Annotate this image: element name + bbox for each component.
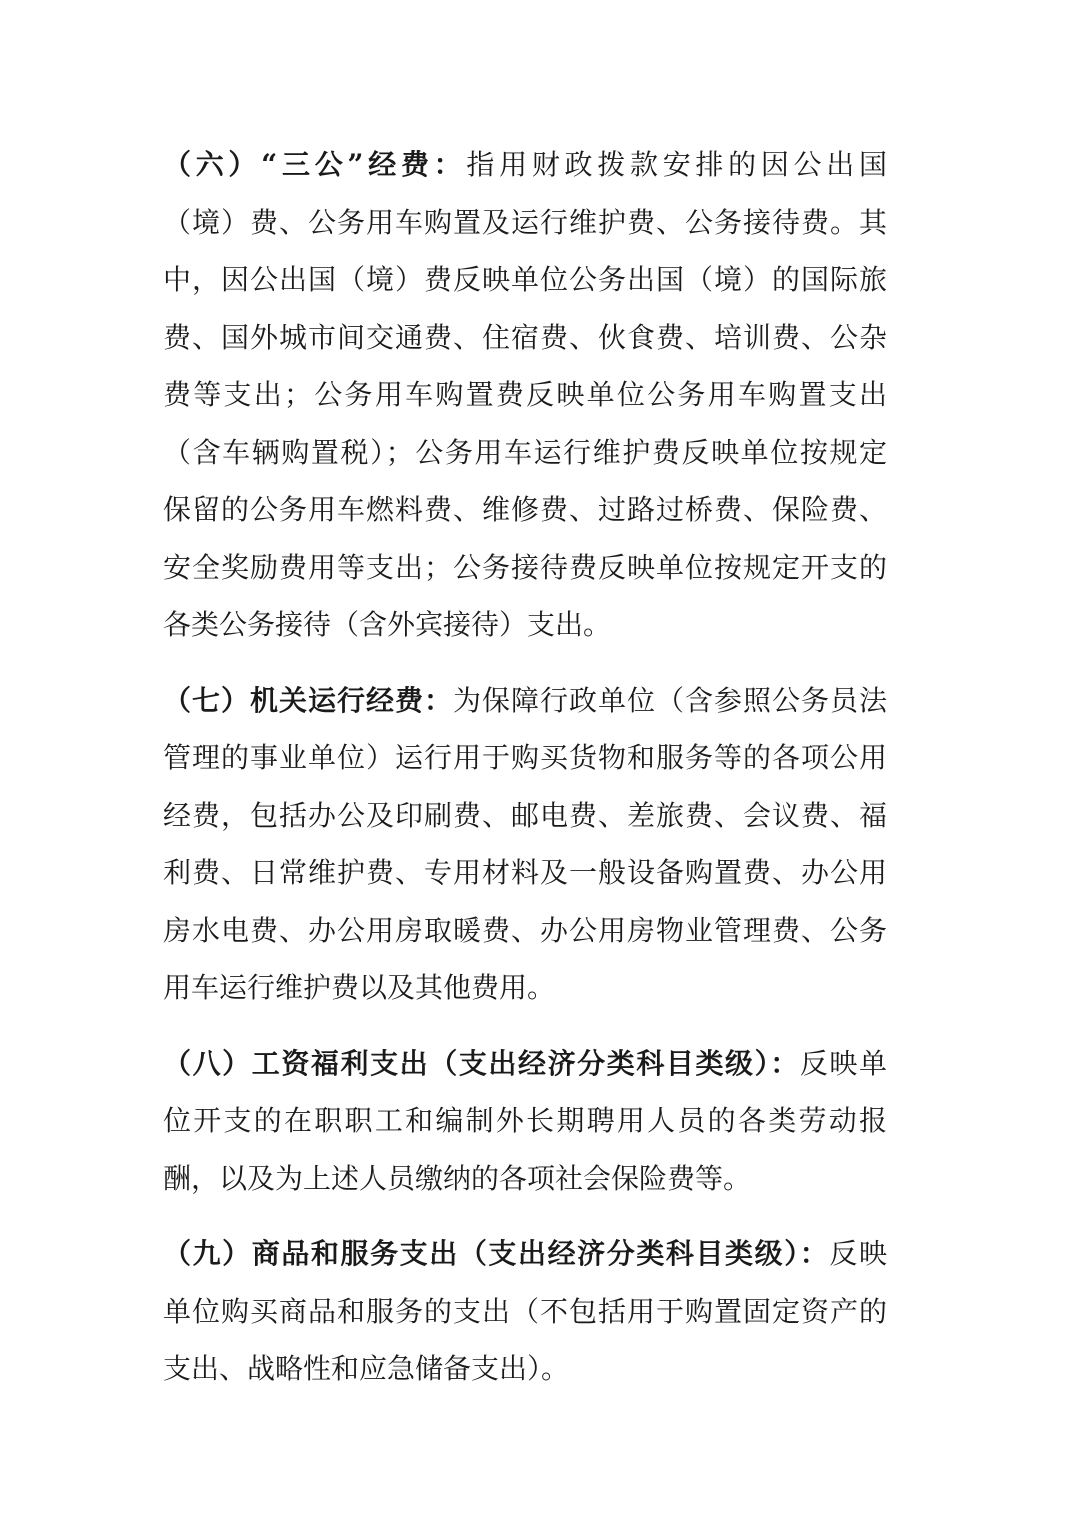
paragraph-line: 支出、战略性和应急储备支出）。 — [163, 1352, 570, 1385]
document-body — [163, 136, 887, 1398]
paragraph-line: 各类公务接待（含外宾接待）支出。 — [163, 608, 612, 641]
paragraph-line: 酬，以及为上述人员缴纳的各项社会保险费等。 — [163, 1161, 752, 1195]
paragraph-line — [163, 136, 887, 194]
paragraph-line: 费等支出；公务用车购置费反映单位公务用车购置支出 — [163, 378, 887, 411]
paragraph-line — [163, 1225, 887, 1283]
paragraph-text: 反映 — [829, 1237, 887, 1270]
paragraph-line: 中，因公出国（境）费反映单位公务出国（境）的国际旅 — [163, 263, 887, 296]
paragraph-heading: （七）机关运行经费： — [163, 683, 453, 717]
paragraph-line: 安全奖励费用等支出；公务接待费反映单位按规定开支的 — [163, 550, 887, 584]
paragraph-three-public-expenses — [163, 136, 887, 654]
paragraph-spacer — [163, 1017, 887, 1035]
paragraph-wage-welfare-expenditure — [163, 1035, 887, 1208]
paragraph-line: （境）费、公务用车购置及运行维护费、公务接待费。其 — [163, 205, 887, 239]
paragraph-line — [163, 672, 887, 730]
paragraph-line: 费、国外城市间交通费、住宿费、伙食费、培训费、公杂 — [163, 320, 887, 354]
paragraph-line: 保留的公务用车燃料费、维修费、过路过桥费、保险费、 — [163, 493, 887, 526]
paragraph-line: 利费、日常维护费、专用材料及一般设备购置费、办公用 — [163, 856, 887, 889]
paragraph-heading: （六）“三公”经费： — [163, 148, 467, 181]
paragraph-line: 用车运行维护费以及其他费用。 — [163, 971, 556, 1004]
paragraph-text: 指用财政拨款安排的因公出国 — [466, 148, 887, 181]
paragraph-line: 管理的事业单位）运行用于购买货物和服务等的各项公用 — [163, 741, 887, 774]
paragraph-heading: （九）商品和服务支出（支出经济分类科目类级）： — [163, 1237, 830, 1270]
paragraph-line: （含车辆购置税）；公务用车运行维护费反映单位按规定 — [163, 435, 887, 469]
paragraph-agency-operating-expenses — [163, 672, 887, 1017]
paragraph-line: 经费，包括办公及印刷费、邮电费、差旅费、会议费、福 — [163, 798, 887, 832]
paragraph-line — [163, 1035, 887, 1093]
paragraph-heading: （八）工资福利支出（支出经济分类科目类级）： — [163, 1046, 800, 1080]
paragraph-spacer — [163, 1207, 887, 1225]
paragraph-line: 位开支的在职职工和编制外长期聘用人员的各类劳动报 — [163, 1104, 887, 1137]
paragraph-spacer — [163, 654, 887, 672]
paragraph-line: 单位购买商品和服务的支出（不包括用于购置固定资产的 — [163, 1294, 887, 1328]
paragraph-text: 反映单 — [799, 1046, 887, 1080]
paragraph-goods-services-expenditure — [163, 1225, 887, 1398]
paragraph-line: 房水电费、办公用房取暖费、办公用房物业管理费、公务 — [163, 913, 887, 947]
paragraph-text: 为保障行政单位（含参照公务员法 — [453, 683, 887, 717]
